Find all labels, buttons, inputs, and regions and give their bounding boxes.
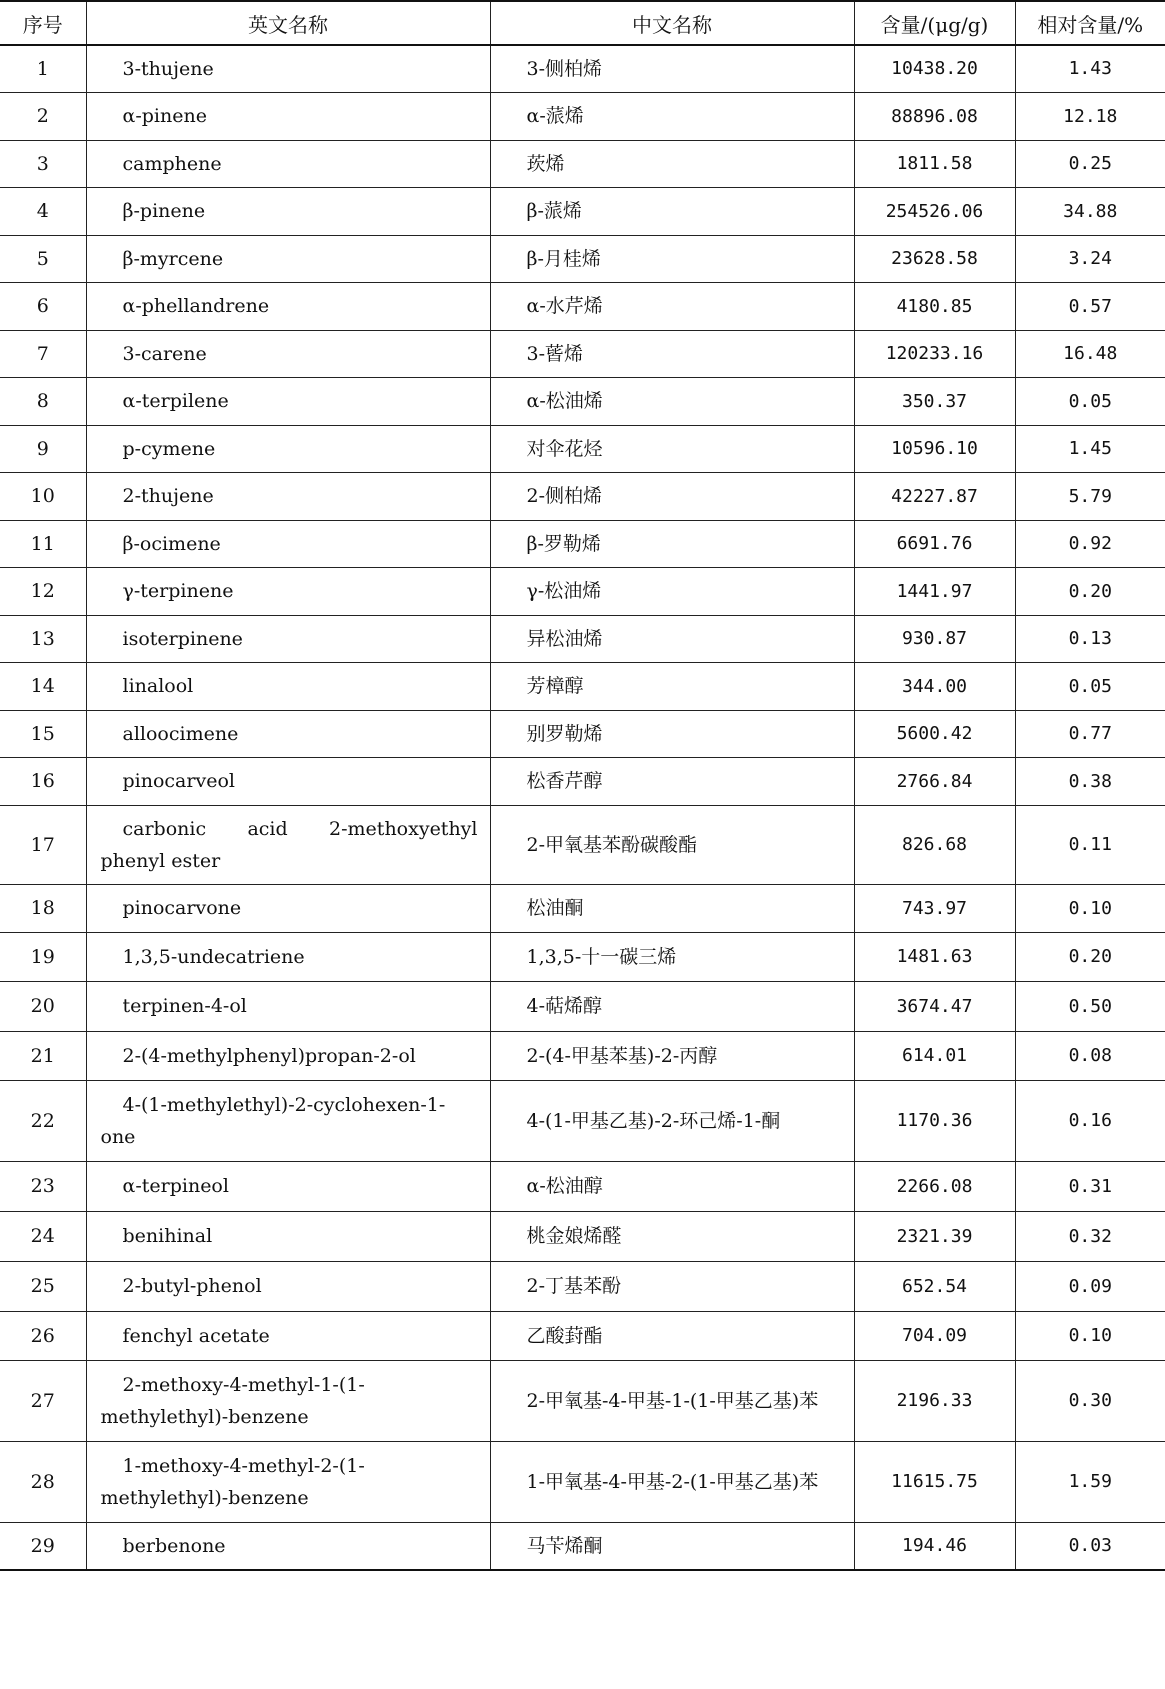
relative-content-cell: 0.11 (1015, 805, 1165, 884)
table-row (0, 662, 1165, 710)
english-name-text: camphene (122, 152, 222, 175)
chinese-name-text: 3-蒈烯 (526, 342, 584, 365)
relative-content-cell: 0.92 (1015, 520, 1165, 567)
english-name-text: pinocarvone (122, 897, 242, 919)
chinese-name-text: β-蒎烯 (526, 200, 582, 222)
chinese-name-text: 莰烯 (526, 152, 565, 175)
english-name-text: α-phellandrene (122, 295, 270, 317)
english-name-text: carbonic acid 2-methoxyethyl phenyl ester (100, 817, 478, 872)
english-name-text: terpinen-4-ol (122, 995, 247, 1017)
chinese-name-cell (490, 615, 854, 662)
english-name-cell (86, 92, 490, 140)
relative-content-cell: 16.48 (1015, 330, 1165, 377)
table-row (0, 1441, 1165, 1522)
table-row (0, 567, 1165, 615)
chinese-name-cell (490, 1080, 854, 1161)
table-row (0, 615, 1165, 662)
english-name-text: α-pinene (122, 105, 207, 127)
chinese-name-text: 桃金娘烯醛 (526, 1225, 622, 1247)
relative-content-cell: 1.43 (1015, 45, 1165, 92)
content-cell: 1481.63 (854, 932, 1015, 981)
table-row (0, 187, 1165, 235)
row-number-cell: 4 (0, 187, 86, 235)
table-row (0, 92, 1165, 140)
table-row (0, 981, 1165, 1031)
content-cell: 930.87 (854, 615, 1015, 662)
relative-content-cell: 0.32 (1015, 1211, 1165, 1261)
english-name-cell (86, 567, 490, 615)
table-row (0, 472, 1165, 520)
chinese-name-cell (490, 330, 854, 377)
chinese-name-text: α-松油烯 (526, 390, 603, 412)
chinese-name-cell (490, 1441, 854, 1522)
content-cell: 3674.47 (854, 981, 1015, 1031)
table-row (0, 282, 1165, 330)
table-row (0, 710, 1165, 757)
english-name-text: γ-terpinene (122, 580, 234, 602)
row-number-cell: 13 (0, 615, 86, 662)
content-cell: 652.54 (854, 1261, 1015, 1311)
english-name-text: berbenone (122, 1534, 226, 1557)
content-cell: 194.46 (854, 1522, 1015, 1570)
relative-content-cell: 0.20 (1015, 932, 1165, 981)
chinese-name-text: 2-甲氧基苯酚碳酸酯 (526, 833, 698, 856)
relative-content-cell: 3.24 (1015, 235, 1165, 282)
english-name-text: 2-thujene (122, 485, 214, 507)
english-name-text: β-pinene (122, 200, 206, 222)
chinese-name-cell (490, 884, 854, 932)
content-cell: 1170.36 (854, 1080, 1015, 1161)
row-number-cell: 5 (0, 235, 86, 282)
chinese-name-text: α-蒎烯 (526, 105, 584, 127)
english-name-cell (86, 330, 490, 377)
table-row (0, 377, 1165, 425)
row-number-cell: 2 (0, 92, 86, 140)
relative-content-cell: 0.03 (1015, 1522, 1165, 1570)
content-cell: 42227.87 (854, 472, 1015, 520)
content-cell: 350.37 (854, 377, 1015, 425)
header-english-name: 英文名称 (86, 1, 490, 45)
content-cell: 1441.97 (854, 567, 1015, 615)
row-number-cell: 16 (0, 757, 86, 805)
table-row (0, 520, 1165, 567)
content-cell: 344.00 (854, 662, 1015, 710)
relative-content-cell: 12.18 (1015, 92, 1165, 140)
relative-content-cell: 0.38 (1015, 757, 1165, 805)
chinese-name-cell (490, 757, 854, 805)
chinese-name-text: β-罗勒烯 (526, 532, 601, 555)
chinese-name-text: γ-松油烯 (526, 580, 602, 602)
content-cell: 88896.08 (854, 92, 1015, 140)
english-name-text: p-cymene (122, 437, 216, 460)
english-name-text: 2-(4-methylphenyl)propan-2-ol (122, 1044, 416, 1067)
relative-content-cell: 0.30 (1015, 1360, 1165, 1441)
english-name-text: 2-methoxy-4-methyl-1-(1-methylethyl)-benzene (100, 1373, 365, 1428)
english-name-cell (86, 187, 490, 235)
english-name-cell (86, 377, 490, 425)
english-name-cell (86, 1031, 490, 1080)
english-name-cell (86, 235, 490, 282)
content-cell: 826.68 (854, 805, 1015, 884)
table-row (0, 140, 1165, 187)
english-name-cell (86, 1161, 490, 1211)
content-cell: 5600.42 (854, 710, 1015, 757)
english-name-cell (86, 615, 490, 662)
chinese-name-cell (490, 1522, 854, 1570)
table-row (0, 1522, 1165, 1570)
english-name-text: α-terpineol (122, 1175, 229, 1197)
table-row (0, 1360, 1165, 1441)
row-number-cell: 14 (0, 662, 86, 710)
table-row (0, 932, 1165, 981)
chinese-name-cell (490, 1031, 854, 1080)
chinese-name-text: 2-丁基苯酚 (526, 1275, 622, 1297)
chinese-name-cell (490, 1311, 854, 1360)
english-name-text: 3-thujene (122, 57, 214, 80)
table-row (0, 757, 1165, 805)
relative-content-cell: 5.79 (1015, 472, 1165, 520)
relative-content-cell: 0.16 (1015, 1080, 1165, 1161)
english-name-text: alloocimene (122, 722, 239, 745)
content-cell: 2196.33 (854, 1360, 1015, 1441)
chinese-name-cell (490, 377, 854, 425)
english-name-cell (86, 282, 490, 330)
chinese-name-cell (490, 282, 854, 330)
chinese-name-text: α-松油醇 (526, 1175, 603, 1197)
english-name-cell (86, 1311, 490, 1360)
relative-content-cell: 0.10 (1015, 884, 1165, 932)
content-cell: 23628.58 (854, 235, 1015, 282)
english-name-cell (86, 757, 490, 805)
content-cell: 2321.39 (854, 1211, 1015, 1261)
content-cell: 614.01 (854, 1031, 1015, 1080)
row-number-cell: 20 (0, 981, 86, 1031)
relative-content-cell: 1.45 (1015, 425, 1165, 472)
chinese-name-cell (490, 1211, 854, 1261)
row-number-cell: 10 (0, 472, 86, 520)
english-name-cell (86, 1522, 490, 1570)
content-cell: 4180.85 (854, 282, 1015, 330)
chinese-name-text: 2-侧柏烯 (526, 485, 603, 507)
row-number-cell: 15 (0, 710, 86, 757)
chinese-name-cell (490, 140, 854, 187)
content-cell: 254526.06 (854, 187, 1015, 235)
english-name-cell (86, 1211, 490, 1261)
row-number-cell: 3 (0, 140, 86, 187)
english-name-text: linalool (122, 675, 194, 697)
row-number-cell: 19 (0, 932, 86, 981)
relative-content-cell: 0.05 (1015, 662, 1165, 710)
english-name-cell (86, 981, 490, 1031)
chinese-name-cell (490, 981, 854, 1031)
table-row (0, 1080, 1165, 1161)
content-cell: 743.97 (854, 884, 1015, 932)
chinese-name-cell (490, 45, 854, 92)
chinese-name-cell (490, 1161, 854, 1211)
relative-content-cell: 0.57 (1015, 282, 1165, 330)
chinese-name-text: 松油酮 (526, 897, 584, 919)
table-row (0, 1031, 1165, 1080)
chinese-name-text: 马苄烯酮 (526, 1534, 603, 1557)
chinese-name-cell (490, 472, 854, 520)
relative-content-cell: 1.59 (1015, 1441, 1165, 1522)
row-number-cell: 8 (0, 377, 86, 425)
row-number-cell: 9 (0, 425, 86, 472)
english-name-text: 1,3,5-undecatriene (122, 945, 305, 968)
table-row (0, 1311, 1165, 1360)
english-name-cell (86, 884, 490, 932)
chinese-name-cell (490, 187, 854, 235)
content-cell: 2766.84 (854, 757, 1015, 805)
table-body (0, 45, 1165, 1570)
content-cell: 6691.76 (854, 520, 1015, 567)
row-number-cell: 18 (0, 884, 86, 932)
chinese-name-text: 1-甲氧基-4-甲基-2-(1-甲基乙基)苯 (526, 1470, 819, 1493)
row-number-cell: 6 (0, 282, 86, 330)
english-name-text: benihinal (122, 1225, 213, 1247)
row-number-cell: 28 (0, 1441, 86, 1522)
table-row (0, 1211, 1165, 1261)
table-row (0, 330, 1165, 377)
english-name-cell (86, 1360, 490, 1441)
table-row (0, 1161, 1165, 1211)
row-number-cell: 29 (0, 1522, 86, 1570)
english-name-cell (86, 1080, 490, 1161)
chinese-name-text: 别罗勒烯 (526, 722, 603, 745)
chinese-name-cell (490, 425, 854, 472)
chinese-name-cell (490, 567, 854, 615)
chinese-name-text: 乙酸葑酯 (526, 1324, 603, 1347)
row-number-cell: 1 (0, 45, 86, 92)
english-name-text: fenchyl acetate (122, 1324, 270, 1347)
row-number-cell: 12 (0, 567, 86, 615)
chinese-name-text: 2-(4-甲基苯基)-2-丙醇 (526, 1044, 718, 1067)
relative-content-cell: 0.31 (1015, 1161, 1165, 1211)
chinese-name-text: 2-甲氧基-4-甲基-1-(1-甲基乙基)苯 (526, 1389, 819, 1412)
english-name-text: β-ocimene (122, 532, 221, 555)
chinese-name-cell (490, 92, 854, 140)
row-number-cell: 7 (0, 330, 86, 377)
english-name-cell (86, 45, 490, 92)
content-cell: 120233.16 (854, 330, 1015, 377)
table-header (0, 1, 1165, 45)
english-name-text: pinocarveol (122, 770, 235, 792)
chinese-name-text: 对伞花烃 (526, 437, 603, 460)
relative-content-cell: 0.09 (1015, 1261, 1165, 1311)
english-name-text: 3-carene (122, 342, 207, 365)
row-number-cell: 26 (0, 1311, 86, 1360)
content-cell: 10438.20 (854, 45, 1015, 92)
row-number-cell: 27 (0, 1360, 86, 1441)
relative-content-cell: 0.20 (1015, 567, 1165, 615)
chinese-name-cell (490, 932, 854, 981)
english-name-text: β-myrcene (122, 247, 224, 270)
row-number-cell: 21 (0, 1031, 86, 1080)
content-cell: 704.09 (854, 1311, 1015, 1360)
content-cell: 11615.75 (854, 1441, 1015, 1522)
relative-content-cell: 0.77 (1015, 710, 1165, 757)
chinese-name-cell (490, 520, 854, 567)
table-row (0, 805, 1165, 884)
table-row (0, 235, 1165, 282)
chinese-name-text: 芳樟醇 (526, 675, 584, 697)
chinese-name-text: 3-侧柏烯 (526, 57, 603, 80)
chinese-name-cell (490, 1261, 854, 1311)
table-row (0, 1261, 1165, 1311)
relative-content-cell: 0.05 (1015, 377, 1165, 425)
english-name-cell (86, 425, 490, 472)
chinese-name-text: β-月桂烯 (526, 247, 601, 270)
chinese-name-cell (490, 662, 854, 710)
english-name-cell (86, 520, 490, 567)
relative-content-cell: 0.50 (1015, 981, 1165, 1031)
relative-content-cell: 0.25 (1015, 140, 1165, 187)
header-no: 序号 (0, 1, 86, 45)
chinese-name-text: 1,3,5-十一碳三烯 (526, 945, 677, 968)
relative-content-cell: 0.10 (1015, 1311, 1165, 1360)
header-content: 含量/(μg/g) (854, 1, 1015, 45)
row-number-cell: 25 (0, 1261, 86, 1311)
english-name-cell (86, 662, 490, 710)
chinese-name-cell (490, 805, 854, 884)
english-name-cell (86, 710, 490, 757)
english-name-cell (86, 805, 490, 884)
row-number-cell: 17 (0, 805, 86, 884)
english-name-text: 1-methoxy-4-methyl-2-(1-methylethyl)-benzene (100, 1454, 365, 1509)
chinese-name-text: 4-萜烯醇 (526, 995, 603, 1017)
english-name-cell (86, 140, 490, 187)
english-name-cell (86, 1261, 490, 1311)
table-row (0, 884, 1165, 932)
chinese-name-text: α-水芹烯 (526, 295, 603, 317)
chinese-name-cell (490, 1360, 854, 1441)
header-chinese-name: 中文名称 (490, 1, 854, 45)
english-name-text: 4-(1-methylethyl)-2-cyclohexen-1-one (100, 1093, 446, 1148)
chinese-name-cell (490, 235, 854, 282)
english-name-text: 2-butyl-phenol (122, 1275, 262, 1297)
english-name-cell (86, 932, 490, 981)
content-cell: 1811.58 (854, 140, 1015, 187)
english-name-cell (86, 472, 490, 520)
english-name-text: α-terpilene (122, 390, 229, 412)
header-row (0, 1, 1165, 45)
relative-content-cell: 34.88 (1015, 187, 1165, 235)
table-row (0, 45, 1165, 92)
chinese-name-text: 异松油烯 (526, 627, 603, 650)
relative-content-cell: 0.13 (1015, 615, 1165, 662)
english-name-text: isoterpinene (122, 627, 243, 650)
chinese-name-text: 松香芹醇 (526, 770, 603, 792)
row-number-cell: 11 (0, 520, 86, 567)
chinese-name-cell (490, 710, 854, 757)
english-name-cell (86, 1441, 490, 1522)
content-cell: 10596.10 (854, 425, 1015, 472)
chinese-name-text: 4-(1-甲基乙基)-2-环己烯-1-酮 (526, 1109, 781, 1132)
table-row (0, 425, 1165, 472)
relative-content-cell: 0.08 (1015, 1031, 1165, 1080)
header-relative-content: 相对含量/% (1015, 1, 1165, 45)
row-number-cell: 24 (0, 1211, 86, 1261)
row-number-cell: 22 (0, 1080, 86, 1161)
content-cell: 2266.08 (854, 1161, 1015, 1211)
row-number-cell: 23 (0, 1161, 86, 1211)
